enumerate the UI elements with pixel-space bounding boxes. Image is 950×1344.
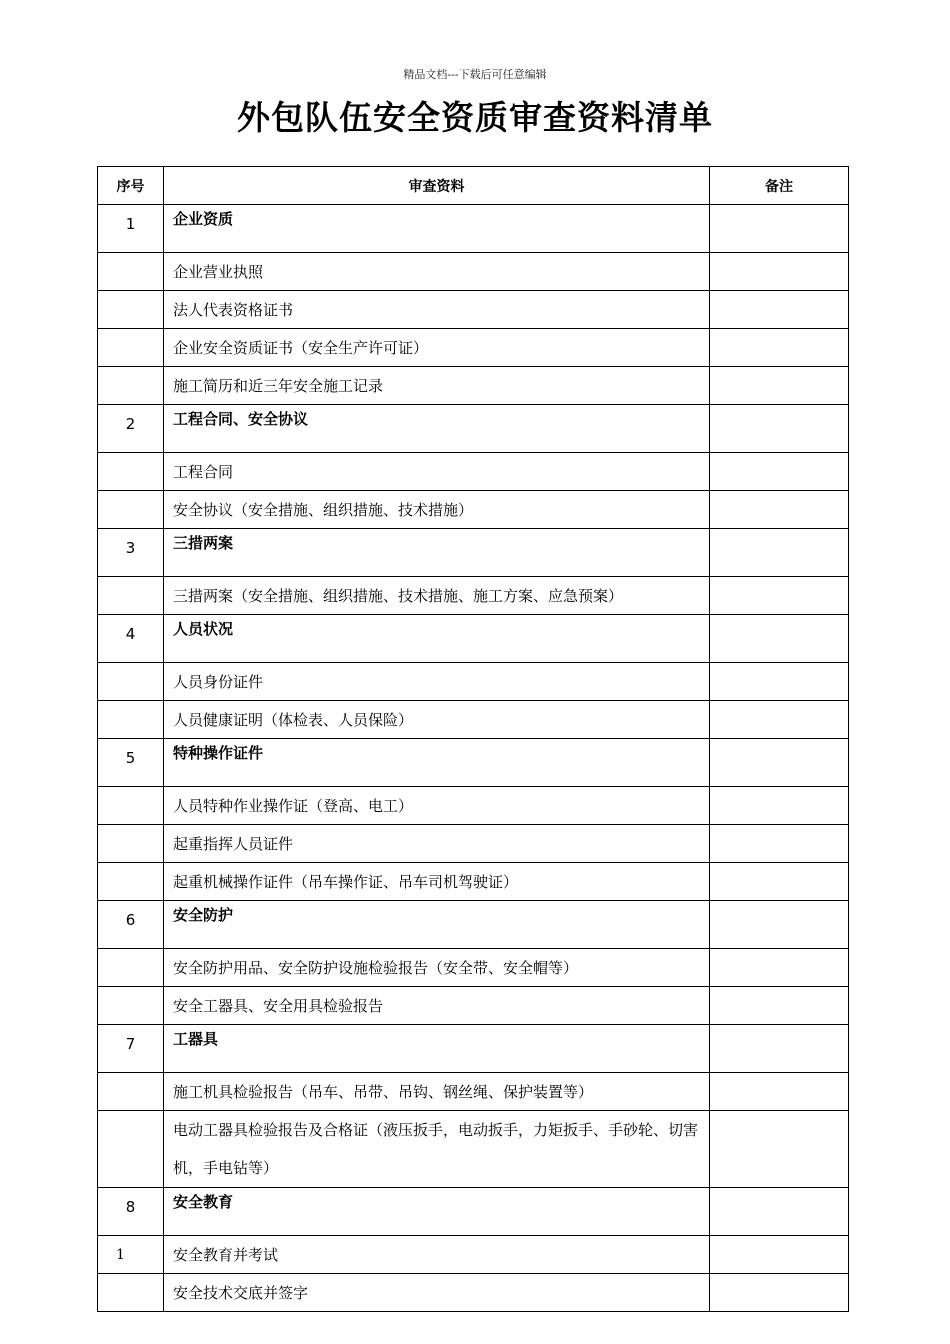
section-title: 安全教育 [164, 1188, 710, 1236]
row-number: 4 [98, 615, 164, 663]
row-number: 1 [98, 205, 164, 253]
table-row [98, 577, 849, 615]
header-no: 序号 [98, 167, 164, 205]
section-title: 安全防护 [164, 901, 710, 949]
review-item: 安全技术交底并签字 [164, 1274, 710, 1312]
row-number [98, 1073, 164, 1111]
remark-cell [710, 329, 849, 367]
row-number: 5 [98, 739, 164, 787]
remark-cell [710, 453, 849, 491]
section-row [98, 1025, 849, 1073]
remark-cell [710, 901, 849, 949]
table-row [98, 453, 849, 491]
remark-cell [710, 1274, 849, 1312]
section-title: 企业资质 [164, 205, 710, 253]
remark-cell [710, 205, 849, 253]
row-number [98, 1236, 164, 1274]
review-item: 施工机具检验报告（吊车、吊带、吊钩、钢丝绳、保护装置等） [164, 1073, 710, 1111]
row-number [98, 329, 164, 367]
review-item: 施工简历和近三年安全施工记录 [164, 367, 710, 405]
table-header-row [98, 167, 849, 205]
section-title: 工器具 [164, 1025, 710, 1073]
remark-cell [710, 291, 849, 329]
section-row [98, 739, 849, 787]
header-note: 精品文档---下载后可任意编辑 [403, 68, 547, 81]
remark-cell [710, 701, 849, 739]
table-row [98, 1236, 849, 1274]
row-number [98, 367, 164, 405]
row-number [98, 825, 164, 863]
row-number [98, 987, 164, 1025]
review-item: 法人代表资格证书 [164, 291, 710, 329]
remark-cell [710, 1236, 849, 1274]
row-number [98, 491, 164, 529]
review-item: 安全教育并考试 [164, 1236, 710, 1274]
row-number [98, 253, 164, 291]
remark-cell [710, 1073, 849, 1111]
row-number: 6 [98, 901, 164, 949]
row-number: 8 [98, 1188, 164, 1236]
table-row [98, 491, 849, 529]
remark-cell [710, 367, 849, 405]
review-item: 人员身份证件 [164, 663, 710, 701]
table-row [98, 787, 849, 825]
review-item: 起重机械操作证件（吊车操作证、吊车司机驾驶证） [164, 863, 710, 901]
page-number: 1 [116, 1247, 125, 1263]
remark-cell [710, 863, 849, 901]
remark-cell [710, 787, 849, 825]
row-number [98, 663, 164, 701]
row-number: 7 [98, 1025, 164, 1073]
remark-cell [710, 987, 849, 1025]
row-number [98, 577, 164, 615]
review-checklist-table [97, 166, 849, 1312]
row-number [98, 701, 164, 739]
review-item: 企业安全资质证书（安全生产许可证） [164, 329, 710, 367]
remark-cell [710, 739, 849, 787]
section-title: 人员状况 [164, 615, 710, 663]
section-title: 工程合同、安全协议 [164, 405, 710, 453]
header-remark: 备注 [710, 167, 849, 205]
section-row [98, 405, 849, 453]
row-number [98, 291, 164, 329]
section-row [98, 615, 849, 663]
table-row [98, 367, 849, 405]
remark-cell [710, 825, 849, 863]
review-item: 安全防护用品、安全防护设施检验报告（安全带、安全帽等） [164, 949, 710, 987]
table-row [98, 1073, 849, 1111]
document-title: 外包队伍安全资质审查资料清单 [237, 98, 713, 137]
review-item: 人员特种作业操作证（登高、电工） [164, 787, 710, 825]
review-item: 安全协议（安全措施、组织措施、技术措施） [164, 491, 710, 529]
row-number [98, 1274, 164, 1312]
table-row [98, 329, 849, 367]
remark-cell [710, 253, 849, 291]
remark-cell [710, 405, 849, 453]
table-row [98, 701, 849, 739]
review-item: 企业营业执照 [164, 253, 710, 291]
table-row [98, 253, 849, 291]
review-item: 工程合同 [164, 453, 710, 491]
review-item: 安全工器具、安全用具检验报告 [164, 987, 710, 1025]
remark-cell [710, 615, 849, 663]
row-number [98, 453, 164, 491]
table-row [98, 987, 849, 1025]
review-item: 电动工器具检验报告及合格证（液压扳手，电动扳手，力矩扳手、手砂轮、切害机，手电钻等） [164, 1111, 710, 1188]
remark-cell [710, 1188, 849, 1236]
table-row [98, 1274, 849, 1312]
section-row [98, 1188, 849, 1236]
table-row [98, 663, 849, 701]
table-row [98, 863, 849, 901]
row-number [98, 949, 164, 987]
review-item: 人员健康证明（体检表、人员保险） [164, 701, 710, 739]
section-title: 特种操作证件 [164, 739, 710, 787]
review-item: 三措两案（安全措施、组织措施、技术措施、施工方案、应急预案） [164, 577, 710, 615]
review-item: 起重指挥人员证件 [164, 825, 710, 863]
remark-cell [710, 1111, 849, 1188]
row-number: 2 [98, 405, 164, 453]
header-item: 审查资料 [164, 167, 710, 205]
table-row [98, 825, 849, 863]
section-title: 三措两案 [164, 529, 710, 577]
remark-cell [710, 1025, 849, 1073]
table-row [98, 949, 849, 987]
remark-cell [710, 577, 849, 615]
row-number [98, 787, 164, 825]
section-row [98, 205, 849, 253]
section-row [98, 901, 849, 949]
row-number [98, 1111, 164, 1188]
table-row [98, 291, 849, 329]
remark-cell [710, 529, 849, 577]
table-row [98, 1111, 849, 1188]
row-number: 3 [98, 529, 164, 577]
remark-cell [710, 491, 849, 529]
remark-cell [710, 949, 849, 987]
section-row [98, 529, 849, 577]
remark-cell [710, 663, 849, 701]
row-number [98, 863, 164, 901]
